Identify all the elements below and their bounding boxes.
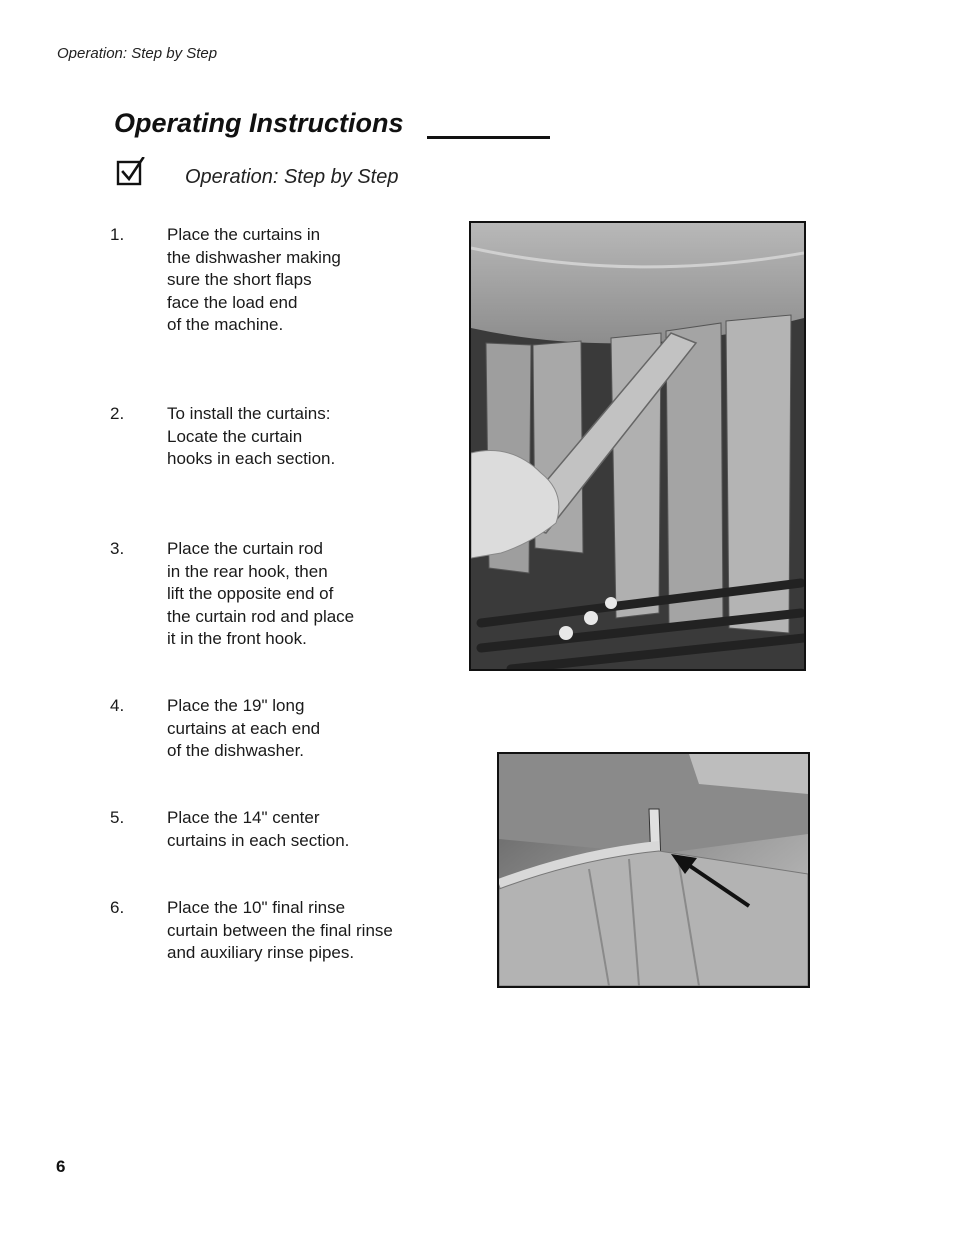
- page-number: 6: [56, 1157, 66, 1176]
- checkbox-checked-icon: [116, 157, 146, 187]
- step-text: Place the curtains in the dishwasher making sure the short flaps face the load end of the machine.: [167, 225, 341, 334]
- step-text: To install the curtains: Locate the curtain hooks in each section.: [167, 404, 336, 468]
- step-number: 6.: [110, 898, 125, 917]
- title-underline: [427, 136, 550, 139]
- photo-curtain-install: [469, 221, 806, 671]
- photo-curtain-hook: [497, 752, 810, 988]
- step-text: Place the 10" final rinse curtain between the final rinse and auxiliary rinse pipes.: [167, 898, 393, 962]
- step-number: 3.: [110, 539, 125, 558]
- step-text: Place the 19" long curtains at each end of the dishwasher.: [167, 696, 321, 760]
- section-subtitle: Operation: Step by Step: [185, 166, 399, 188]
- step-text: Place the 14" center curtains in each section.: [167, 808, 350, 850]
- running-header: Operation: Step by Step: [57, 45, 218, 62]
- step-text: Place the curtain rod in the rear hook, then lift the opposite end of the curtain rod and place it in the front hook.: [167, 539, 355, 648]
- page-title: Operating Instructions: [114, 108, 404, 138]
- step-number: 1.: [110, 225, 125, 244]
- step-number: 2.: [110, 404, 125, 423]
- step-number: 5.: [110, 808, 125, 827]
- step-number: 4.: [110, 696, 125, 715]
